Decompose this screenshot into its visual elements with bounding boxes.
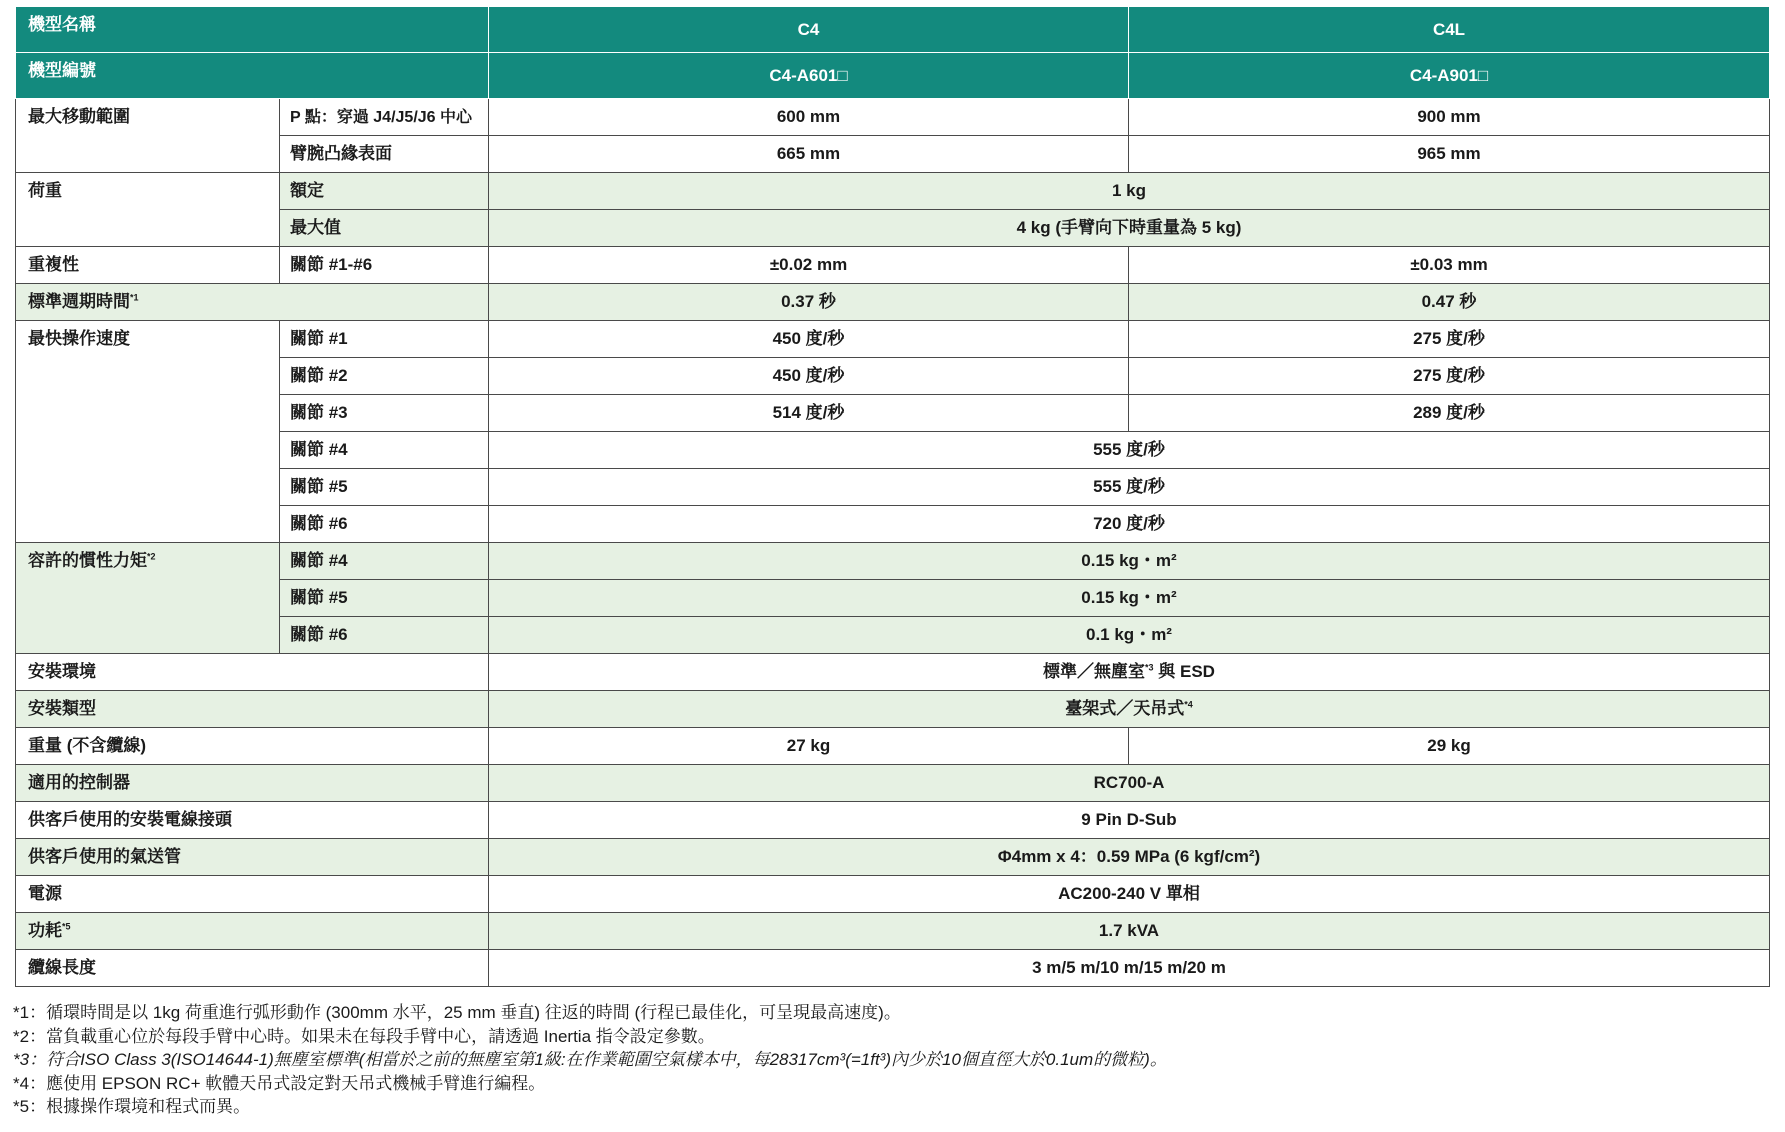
footnote-ref: *2: [147, 551, 156, 562]
speed-j1-c4: 450 度/秒: [489, 321, 1129, 358]
payload-max-value: 4 kg (手臂向下時重量為 5 kg): [489, 210, 1770, 247]
footnote-5: *5：根據操作環境和程式而異。: [13, 1097, 251, 1116]
cable-length-value: 3 m/5 m/10 m/15 m/20 m: [489, 950, 1770, 987]
max-range-flange: 臂腕凸緣表面: [280, 136, 489, 173]
table-row: [16, 580, 1770, 617]
table-row: [16, 876, 1770, 913]
table-row: [16, 765, 1770, 802]
model-c4l: C4L: [1129, 7, 1770, 53]
speed-j3-c4l: 289 度/秒: [1129, 395, 1770, 432]
table-row: [16, 284, 1770, 321]
header-row-model-number: [16, 53, 1770, 99]
table-row: [16, 506, 1770, 543]
user-wiring-value: 9 Pin D-Sub: [489, 802, 1770, 839]
speed-j6: 關節 #6: [280, 506, 489, 543]
speed-j3-c4: 514 度/秒: [489, 395, 1129, 432]
speed-j4: 關節 #4: [280, 432, 489, 469]
max-range-label: 最大移動範圍: [16, 99, 280, 173]
cycle-time-c4l: 0.47 秒: [1129, 284, 1770, 321]
cable-length-label: 纜線長度: [16, 950, 489, 987]
max-speed-label: 最快操作速度: [16, 321, 280, 543]
cycle-time-c4: 0.37 秒: [489, 284, 1129, 321]
consumption-label: 功耗$^{*5}$: [16, 913, 489, 950]
footnote-ref: *1: [130, 292, 139, 303]
payload-rated: 額定: [280, 173, 489, 210]
table-row: [16, 173, 1770, 210]
table-row: [16, 432, 1770, 469]
table-row: [16, 321, 1770, 358]
footnotes: [13, 1001, 1167, 1119]
inertia-j5: 關節 #5: [280, 580, 489, 617]
max-range-p-c4: 600 mm: [489, 99, 1129, 136]
speed-j2-c4: 450 度/秒: [489, 358, 1129, 395]
max-range-p-point: P 點：穿過 J4/J5/J6 中心: [280, 99, 489, 136]
model-c4: C4: [489, 7, 1129, 53]
user-tubing-label: 供客戶使用的氣送管: [16, 839, 489, 876]
install-env-value: 標準／無塵室$^{*3}$ 與 ESD: [489, 654, 1770, 691]
table-row: [16, 802, 1770, 839]
cycle-time-label: 標準週期時間$^{*1}$: [16, 284, 489, 321]
model-number-label: 機型編號: [16, 53, 489, 99]
table-row: [16, 395, 1770, 432]
model-number-c4: C4-A601□: [489, 53, 1129, 99]
speed-j2-c4l: 275 度/秒: [1129, 358, 1770, 395]
footnote-4: *4：應使用 EPSON RC+ 軟體天吊式設定對天吊式機械手臂進行編程。: [13, 1073, 546, 1093]
table-row: [16, 691, 1770, 728]
speed-j5: 關節 #5: [280, 469, 489, 506]
table-row: [16, 913, 1770, 950]
header-row-model-name: [16, 7, 1770, 53]
mount-type-value: 臺架式／天吊式$^{*4}$: [489, 691, 1770, 728]
inertia-j4: 關節 #4: [280, 543, 489, 580]
max-range-flange-c4: 665 mm: [489, 136, 1129, 173]
table-row: [16, 99, 1770, 136]
payload-max: 最大值: [280, 210, 489, 247]
speed-j1-c4l: 275 度/秒: [1129, 321, 1770, 358]
model-number-c4l: C4-A901□: [1129, 53, 1770, 99]
repeatability-c4l: ±0.03 mm: [1129, 247, 1770, 284]
user-wiring-label: 供客戶使用的安裝電線接頭: [16, 802, 489, 839]
speed-j6-value: 720 度/秒: [489, 506, 1770, 543]
weight-c4: 27 kg: [489, 728, 1129, 765]
weight-label: 重量 (不含纜線): [16, 728, 489, 765]
max-range-p-c4l: 900 mm: [1129, 99, 1770, 136]
table-row: [16, 210, 1770, 247]
install-env-label: 安裝環境: [16, 654, 489, 691]
spec-table: [15, 6, 1770, 987]
speed-j5-value: 555 度/秒: [489, 469, 1770, 506]
table-row: [16, 654, 1770, 691]
table-row: [16, 136, 1770, 173]
inertia-j6-value: 0.1 kg・m²: [489, 617, 1770, 654]
controller-value: RC700-A: [489, 765, 1770, 802]
footnote-ref: *3: [1145, 662, 1154, 673]
inertia-j6: 關節 #6: [280, 617, 489, 654]
max-range-flange-c4l: 965 mm: [1129, 136, 1770, 173]
table-row: [16, 728, 1770, 765]
footnote-ref: *4: [1184, 699, 1193, 710]
repeatability-c4: ±0.02 mm: [489, 247, 1129, 284]
table-row: [16, 950, 1770, 987]
payload-label: 荷重: [16, 173, 280, 247]
inertia-j5-value: 0.15 kg・m²: [489, 580, 1770, 617]
inertia-j4-value: 0.15 kg・m²: [489, 543, 1770, 580]
power-value: AC200-240 V 單相: [489, 876, 1770, 913]
table-row: [16, 617, 1770, 654]
consumption-value: 1.7 kVA: [489, 913, 1770, 950]
power-label: 電源: [16, 876, 489, 913]
user-tubing-value: Φ4mm x 4：0.59 MPa (6 kgf/cm²): [489, 839, 1770, 876]
table-row: [16, 247, 1770, 284]
inertia-label: 容許的慣性力矩$^{*2}$: [16, 543, 280, 654]
footnote-2: *2：當負載重心位於每段手臂中心時。如果未在每段手臂中心，請透過 Inertia 指令設定參數。: [13, 1026, 715, 1046]
speed-j1: 關節 #1: [280, 321, 489, 358]
mount-type-label: 安裝類型: [16, 691, 489, 728]
table-row: [16, 358, 1770, 395]
weight-c4l: 29 kg: [1129, 728, 1770, 765]
model-name-label: 機型名稱: [16, 7, 489, 53]
repeatability-label: 重複性: [16, 247, 280, 284]
controller-label: 適用的控制器: [16, 765, 489, 802]
footnote-1: *1：循環時間是以 1kg 荷重進行弧形動作 (300mm 水平，25 mm 垂直) 往返的時間 (行程已最佳化，可呈現最高速度)。: [13, 1003, 901, 1022]
footnote-3: *3：符合ISO Class 3(ISO14644-1)無塵室標準(相當於之前的無塵室第1級:在作業範圍空氣樣本中，每28317cm³(=1ft³)內少於10個直徑大於0.1um的微粒)。: [13, 1050, 1167, 1069]
speed-j2: 關節 #2: [280, 358, 489, 395]
repeatability-sub: 關節 #1-#6: [280, 247, 489, 284]
table-row: [16, 469, 1770, 506]
payload-rated-value: 1 kg: [489, 173, 1770, 210]
speed-j3: 關節 #3: [280, 395, 489, 432]
table-row: [16, 839, 1770, 876]
table-row: [16, 543, 1770, 580]
footnote-ref: *5: [62, 921, 71, 932]
speed-j4-value: 555 度/秒: [489, 432, 1770, 469]
